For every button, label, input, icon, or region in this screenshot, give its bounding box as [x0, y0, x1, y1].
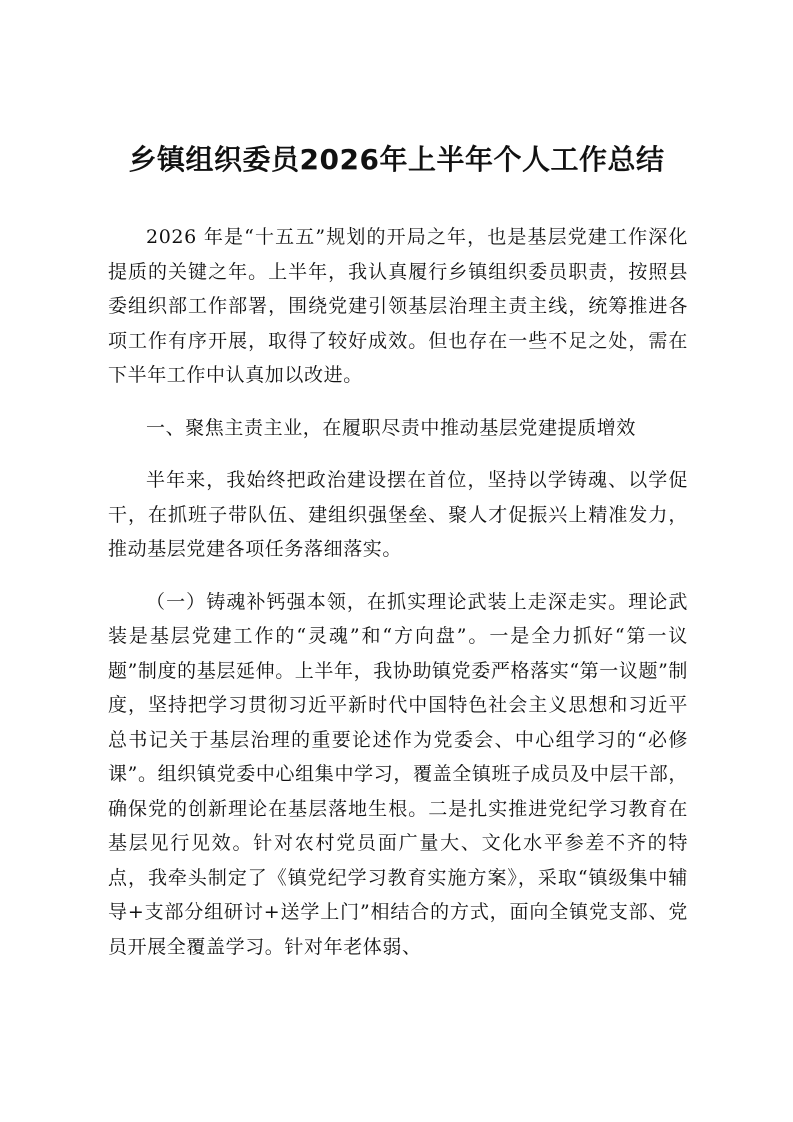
document-body [108, 220, 688, 982]
intro-paragraph: 2026 年是“十五五”规划的开局之年，也是基层党建工作深化提质的关键之年。上半年，我认真履行乡镇组织委员职责，按照县委组织部工作部署，围绕党建引领基层治理主责主线，统筹推进各项工作有序开展，取得了较好成效。但也存在一些不足之处，需在下半年工作中认真加以改进。 [108, 226, 688, 386]
document-title: 乡镇组织委员2026年上半年个人工作总结 [128, 143, 665, 176]
section-heading: 一、聚焦主责主业，在履职尽责中推动基层党建提质增效 [146, 416, 637, 439]
section-summary-paragraph: 半年来，我始终把政治建设摆在首位，坚持以学铸魂、以学促干，在抓班子带队伍、建组织强堡垒、聚人才促振兴上精准发力，推动基层党建各项任务落细落实。 [108, 469, 688, 560]
subsection-paragraph: （一）铸魂补钙强本领，在抓实理论武装上走深走实。理论武装是基层党建工作的“灵魂”和“方向盘”。一是全力抓好“第一议题”制度的基层延伸。上半年，我协助镇党委严格落实“第一议题”制度，坚持把学习贯彻习近平新时代中国特色社会主义思想和习近平总书记关于基层治理的重要论述作为党委会、中心组学习的“必修课”。组织镇党委中心组集中学习，覆盖全镇班子成员及中层干部，确保党的创新理论在基层落地生根。二是扎实推进党纪学习教育在基层见行见效。针对农村党员面广量大、文化水平参差不齐的特点，我牵头制定了《镇党纪学习教育实施方案》，采取“镇级集中辅导+支部分组研讨+送学上门”相结合的方式，面向全镇党支部、党员开展全覆盖学习。针对年老体弱、 [108, 590, 688, 958]
